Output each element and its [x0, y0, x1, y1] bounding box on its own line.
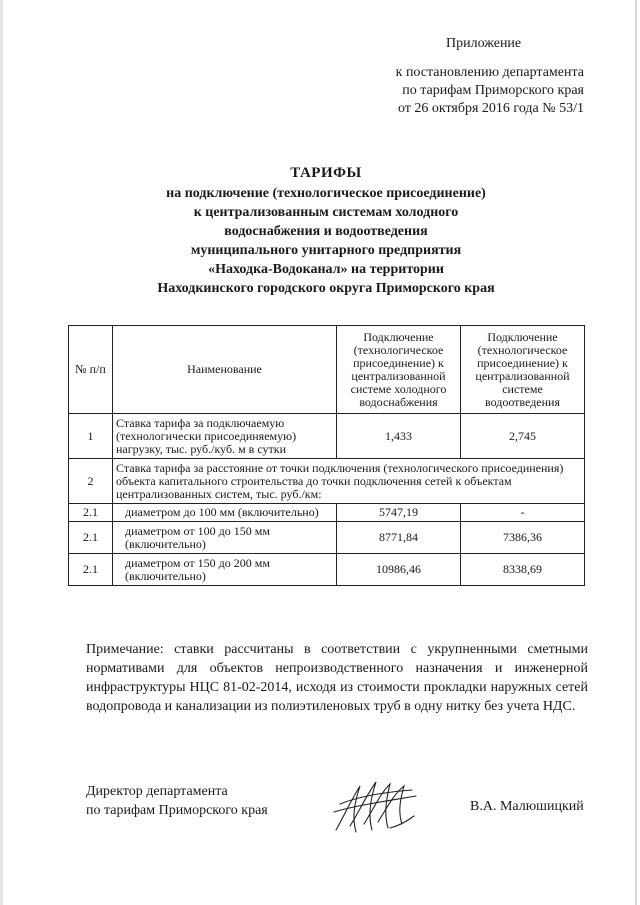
row-name: Ставка тарифа за расстояние от точки подключения (технологического присоединения) объекта капитального строительства до точки подключения сетей к объектам централизованных систем, тыс. руб./км: [113, 459, 585, 504]
appendix-reference [372, 64, 584, 118]
document-heading [60, 164, 592, 298]
row-water-value: 1,433 [337, 414, 461, 459]
heading-line: к централизованным системам холодного [193, 205, 459, 220]
page-title: ТАРИФЫ [290, 165, 362, 181]
heading-line: Находкинского городского округа Приморского края [157, 281, 495, 296]
signatory-position [86, 782, 268, 820]
row-name: диаметром от 100 до 150 мм (включительно) [113, 522, 337, 554]
row-water-value: 10986,46 [337, 554, 461, 586]
heading-line: муниципального унитарного предприятия [190, 243, 462, 258]
row-name: диаметром от 150 до 200 мм (включительно) [113, 554, 337, 586]
row-name: диаметром до 100 мм (включительно) [113, 504, 337, 522]
footnote: Примечание: ставки рассчитаны в соответствии с укрупненными сметными нормативами для объектов непроизводственного назначения и инженерной инфраструктуры НЦС 81-02-2014, исходя из стоимости прокладки наружных сетей водопровода и канализации из полиэтиленовых труб в одну нитку без учета НДС. [86, 642, 588, 714]
appendix-title: Приложение [446, 36, 522, 51]
row-sewer-value: 2,745 [461, 414, 585, 459]
table-row [69, 504, 585, 522]
header-sewer: Подключение (технологическое присоединение) к централизованной системе водоотведения [461, 326, 585, 414]
row-sewer-value: 8338,69 [461, 554, 585, 586]
handwritten-signature [330, 776, 420, 838]
row-num: 2 [69, 459, 113, 504]
row-name: Ставка тарифа за подключаемую (технологически присоединяемую) нагрузку, тыс. руб./куб. м в сутки [113, 414, 337, 459]
heading-line: на подключение (технологическое присоединение) [166, 186, 486, 201]
heading-line: водоснабжения и водоотведения [224, 224, 428, 239]
row-water-value: 5747,19 [337, 504, 461, 522]
row-num: 2.1 [69, 522, 113, 554]
table-row [69, 459, 585, 504]
header-name: Наименование [113, 326, 337, 414]
row-num: 2.1 [69, 554, 113, 586]
position-line: Директор департамента [86, 784, 228, 799]
table-row [69, 414, 585, 459]
row-num: 2.1 [69, 504, 113, 522]
row-sewer-value: - [461, 504, 585, 522]
header-water: Подключение (технологическое присоединение) к централизованной системе холодного водоснабжения [337, 326, 461, 414]
heading-line: «Находка-Водоканал» на территории [208, 262, 444, 277]
header-num: № п/п [69, 326, 113, 414]
appendix-line: от 26 октября 2016 года № 53/1 [397, 101, 584, 116]
scan-edge-left [0, 0, 3, 905]
appendix-line: к постановлению департамента [395, 65, 584, 80]
row-water-value: 8771,84 [337, 522, 461, 554]
appendix-line: по тарифам Приморского края [402, 83, 584, 98]
scan-edge-right [635, 0, 637, 905]
position-line: по тарифам Приморского края [86, 803, 268, 818]
row-sewer-value: 7386,36 [461, 522, 585, 554]
row-num: 1 [69, 414, 113, 459]
signer-name: В.А. Малюшицкий [470, 799, 584, 814]
tariff-table [68, 325, 585, 586]
table-row [69, 522, 585, 554]
table-header-row [69, 326, 585, 414]
table-row [69, 554, 585, 586]
